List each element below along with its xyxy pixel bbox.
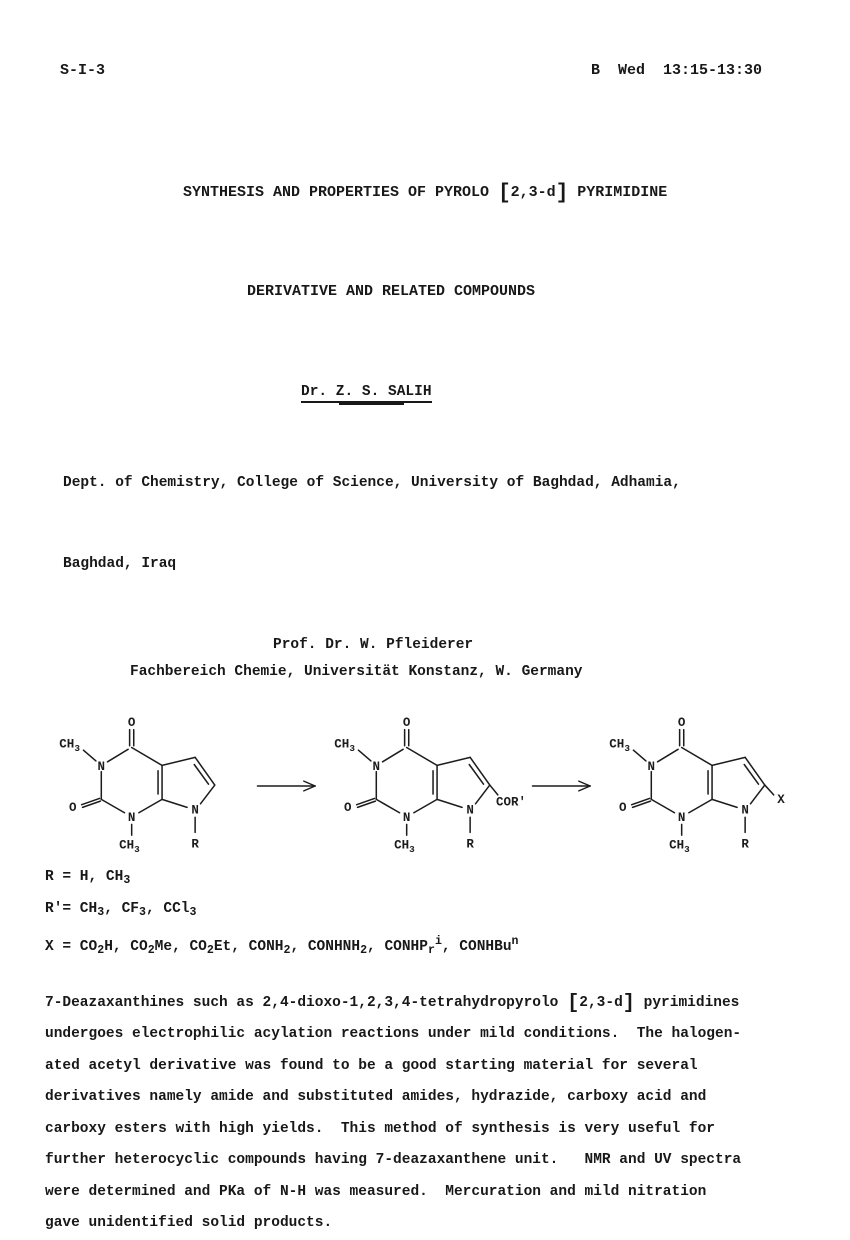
acyl-group-label: COR' xyxy=(496,795,527,810)
abstract-line: derivatives namely amide and substituted amides, hydrazide, carboxy acid and xyxy=(45,1089,707,1105)
reaction-arrow-2 xyxy=(530,777,595,795)
n1-label: N xyxy=(127,810,136,825)
abstract-line: 7-Deazaxanthines such as 2,4-dioxo-1,2,3,4-tetrahydropyrolo [2,3-d] pyrimidines xyxy=(45,991,740,1015)
n1-label: N xyxy=(402,810,411,825)
n3-methyl-label: $CH_3$ xyxy=(334,737,355,755)
x-group-label: X xyxy=(777,792,785,807)
n3-methyl-label: $CH_3$ xyxy=(609,737,630,755)
r-group-label: R xyxy=(741,837,749,852)
page-header xyxy=(45,62,805,80)
o2-label: O xyxy=(618,800,627,815)
structure-3-x-derivative xyxy=(595,716,805,855)
n3-label: N xyxy=(97,759,106,774)
o4-label: O xyxy=(677,716,686,731)
paper-title-line-2: DERIVATIVE AND RELATED COMPOUNDS xyxy=(247,283,536,300)
n7-label: N xyxy=(466,803,474,818)
n3-methyl-label: $CH_3$ xyxy=(59,737,80,755)
affiliation-baghdad-line-2: Baghdad, Iraq xyxy=(63,556,177,572)
presenting-author: Dr. Z. S. SALIH xyxy=(301,384,432,403)
n1-methyl-label: $CH_3$ xyxy=(669,838,690,855)
n7-label: N xyxy=(741,803,749,818)
n1-methyl-label: $CH_3$ xyxy=(394,838,415,855)
x-definition: $X = CO_2H$, $CO_2Me$, $CO_2Et$, $CONH_2$, $CONHNH_2$, $CONHP_r^i$, CONHBu$^n$ xyxy=(45,935,519,958)
author-row xyxy=(45,384,805,403)
n3-label: N xyxy=(372,759,381,774)
abstract-text xyxy=(45,988,805,1240)
paper-title-line-1: SYNTHESIS AND PROPERTIES OF PYROLO [2,3-d] PYRIMIDINE xyxy=(183,182,668,206)
abstract-line: ated acetyl derivative was found to be a good starting material for several xyxy=(45,1057,698,1074)
abstract-line: gave unidentified solid products. xyxy=(45,1215,333,1231)
o4-label: O xyxy=(402,716,411,731)
affiliation-baghdad-line-1: Dept. of Chemistry, College of Science, University of Baghdad, Adhamia, xyxy=(63,475,681,491)
coauthor-name: Prof. Dr. W. Pfleiderer xyxy=(273,637,474,653)
o2-label: O xyxy=(343,800,352,815)
n1-methyl-label: $CH_3$ xyxy=(119,838,140,855)
n7-label: N xyxy=(191,803,199,818)
structure-1-dimethyl-deazaxanthine xyxy=(45,716,255,855)
reaction-arrow-1 xyxy=(255,777,320,795)
session-code: S-I-3 xyxy=(60,62,106,79)
o2-label: O xyxy=(68,800,77,815)
abstract-line: were determined and PKa of N-H was measured. Mercuration and mild nitration xyxy=(45,1183,707,1200)
session-schedule: B Wed 13:15-13:30 xyxy=(590,62,762,79)
abstract-line: undergoes electrophilic acylation reactions under mild conditions. The halogen- xyxy=(45,1026,742,1042)
paper-title xyxy=(45,110,805,374)
structure-2-acyl-derivative xyxy=(320,716,530,855)
abstract-line: further heterocyclic compounds having 7-deazaxanthene unit. NMR and UV spectra xyxy=(45,1152,742,1168)
o4-label: O xyxy=(127,716,136,731)
abstract-line: carboxy esters with high yields. This method of synthesis is very useful for xyxy=(45,1120,716,1137)
r-group-label: R xyxy=(191,837,199,852)
r-group-label: R xyxy=(466,837,474,852)
r-prime-definition: $R'= CH_3$, $CF_3$, CCl$_3$ xyxy=(45,901,197,920)
substituent-definitions xyxy=(45,863,805,966)
n3-label: N xyxy=(647,759,656,774)
r-definition: R = H, $CH_3$ xyxy=(45,869,131,888)
n1-label: N xyxy=(677,810,686,825)
affiliation-baghdad xyxy=(45,416,805,632)
affiliation-konstanz: Fachbereich Chemie, Universität Konstanz, W. Germany xyxy=(130,664,583,680)
reaction-scheme xyxy=(45,716,805,855)
